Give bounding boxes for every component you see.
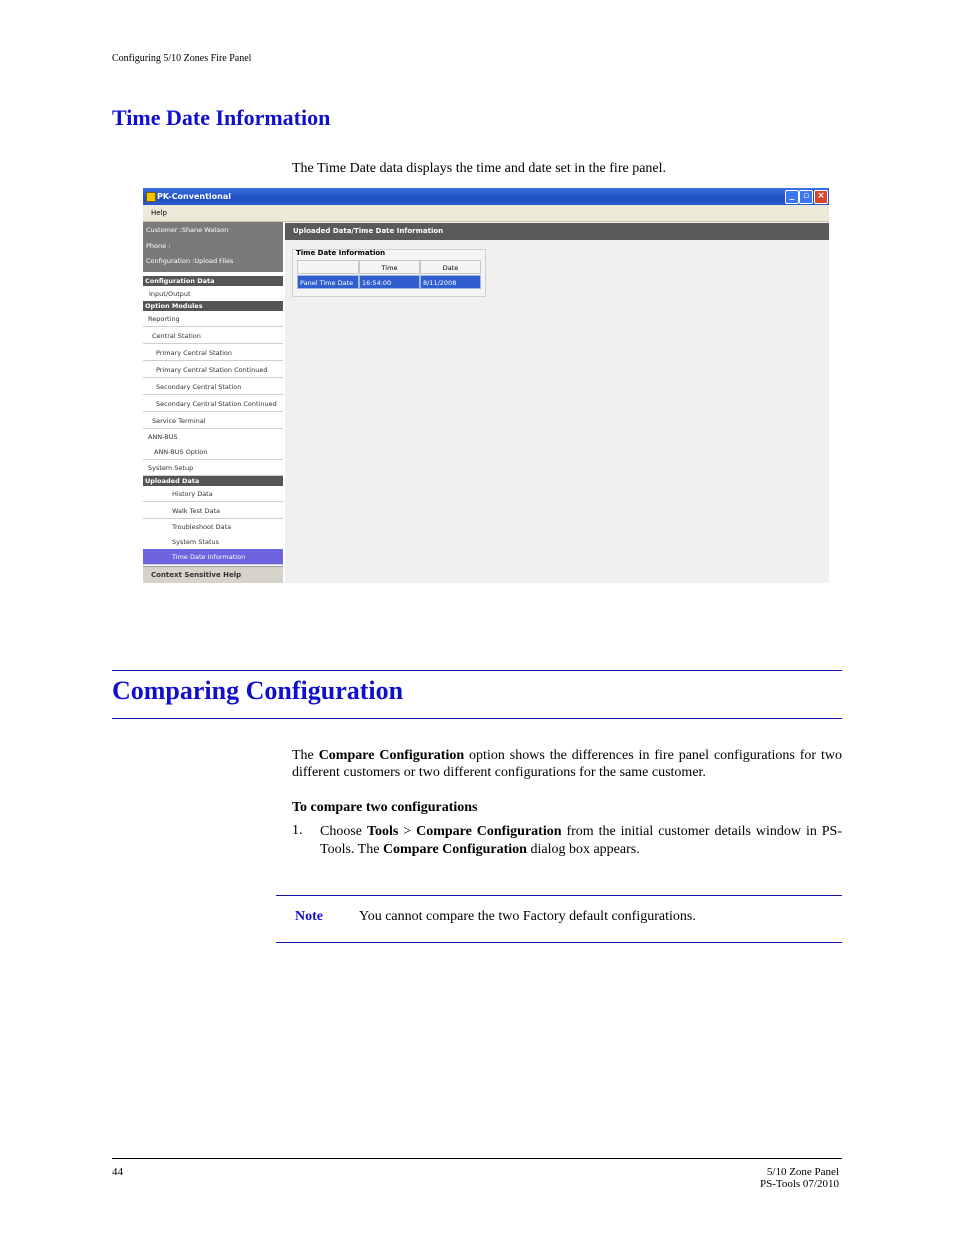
step-text — [320, 823, 842, 859]
nav-item-primary-central-station-continued[interactable]: Primary Central Station Continued — [143, 362, 283, 378]
section-rule-top — [112, 670, 842, 671]
nav-header-option-modules: Option Modules — [143, 301, 283, 311]
table-cell-date[interactable]: 8/11/2008 — [420, 275, 481, 289]
window-title: PK-Conventional — [157, 192, 231, 201]
note-text: You cannot compare the two Factory default configurations. — [359, 909, 696, 924]
para-text: The — [292, 748, 319, 763]
context-sensitive-help-bar[interactable] — [143, 566, 283, 583]
footer-rule — [112, 1158, 842, 1159]
footer-doc-info — [640, 1166, 839, 1190]
context-help-label: Context Sensitive Help — [151, 571, 242, 579]
customer-info — [143, 222, 283, 272]
footer-product: 5/10 Zone Panel — [766, 1166, 839, 1178]
nav-item-service-terminal[interactable]: Service Terminal — [143, 413, 283, 429]
sidebar — [143, 222, 285, 583]
note-rule-top — [276, 895, 842, 896]
para-text-rest: option shows the differences in fire panel configurations for two different customers or two different configurations for the same customer. — [292, 748, 842, 780]
nav-item-system-status[interactable]: System Status — [143, 534, 283, 550]
table-header-time: Time — [359, 260, 420, 274]
step-bold-compare-configuration-dialog: Compare Configuration — [382, 842, 527, 857]
customer-phone: Phone : — [146, 242, 171, 250]
step-bold-tools: Tools — [366, 824, 399, 839]
section-heading-time-date: Time Date Information — [112, 105, 331, 130]
nav-item-system-setup[interactable]: System Setup — [143, 460, 283, 476]
nav-item-secondary-central-station[interactable]: Secondary Central Station — [143, 379, 283, 395]
page-number: 44 — [112, 1166, 123, 1178]
close-button[interactable]: × — [814, 190, 828, 204]
nav-header-uploaded-data: Uploaded Data — [143, 476, 283, 486]
main-panel-title: Uploaded Data/Time Date Information — [293, 227, 444, 235]
main-panel-header — [285, 223, 829, 240]
step-text-part: from the initial customer details window in PS-Tools. The — [320, 824, 843, 857]
customer-name: Customer :Shane Watson — [146, 226, 229, 234]
step-number: 1. — [292, 823, 303, 838]
customer-configuration: Configuration :Upload Files — [146, 257, 234, 265]
step-text-part: Choose — [320, 824, 367, 839]
menu-help[interactable]: Help — [151, 209, 167, 217]
nav-item-walk-test-data[interactable]: Walk Test Data — [143, 503, 283, 519]
table-header-date: Date — [420, 260, 481, 274]
time-date-group — [292, 249, 486, 297]
maximize-button[interactable]: ▫ — [799, 190, 813, 204]
minimize-button[interactable]: _ — [785, 190, 799, 204]
nav-item-primary-central-station[interactable]: Primary Central Station — [143, 345, 283, 361]
procedure-title: To compare two configurations — [292, 800, 478, 815]
section-rule-bottom — [112, 718, 842, 719]
table-cell-time[interactable]: 16:54:00 — [359, 275, 420, 289]
nav-item-ann-bus[interactable]: ANN-BUS — [143, 429, 283, 445]
para-bold-term: Compare Configuration — [318, 748, 465, 763]
nav-item-input-output[interactable]: Input/Output — [143, 286, 283, 302]
note-rule-bottom — [276, 942, 842, 943]
compare-description — [292, 747, 842, 781]
nav-item-troubleshoot-data[interactable]: Troubleshoot Data — [143, 519, 283, 535]
table-header-blank — [297, 260, 359, 274]
running-header: Configuring 5/10 Zones Fire Panel — [112, 53, 252, 64]
section-heading-comparing-configuration: Comparing Configuration — [112, 676, 404, 705]
nav-item-reporting[interactable]: Reporting — [143, 311, 283, 327]
step-text-part: > — [398, 824, 417, 839]
nav-item-history-data[interactable]: History Data — [143, 486, 283, 502]
app-icon — [146, 192, 156, 202]
nav-item-time-date-information[interactable]: Time Date Information — [143, 549, 283, 565]
app-screenshot — [143, 188, 829, 583]
nav-item-ann-bus-option[interactable]: ANN-BUS Option — [143, 444, 283, 460]
intro-paragraph: The Time Date data displays the time and date set in the fire panel. — [292, 161, 667, 176]
step-bold-compare-configuration: Compare Configuration — [416, 824, 562, 839]
table-row-label: Panel Time Date — [297, 275, 359, 289]
nav-header-configuration-data: Configuration Data — [143, 276, 283, 286]
footer-doc: PS-Tools 07/2010 — [760, 1178, 839, 1190]
nav-item-central-station[interactable]: Central Station — [143, 328, 283, 344]
window-titlebar — [143, 188, 829, 205]
group-title: Time Date Information — [296, 249, 386, 257]
nav-item-secondary-central-station-continued[interactable]: Secondary Central Station Continued — [143, 396, 283, 412]
menu-bar — [143, 205, 829, 222]
note-label: Note — [295, 909, 323, 924]
step-text-part: dialog box appears. — [526, 842, 640, 857]
